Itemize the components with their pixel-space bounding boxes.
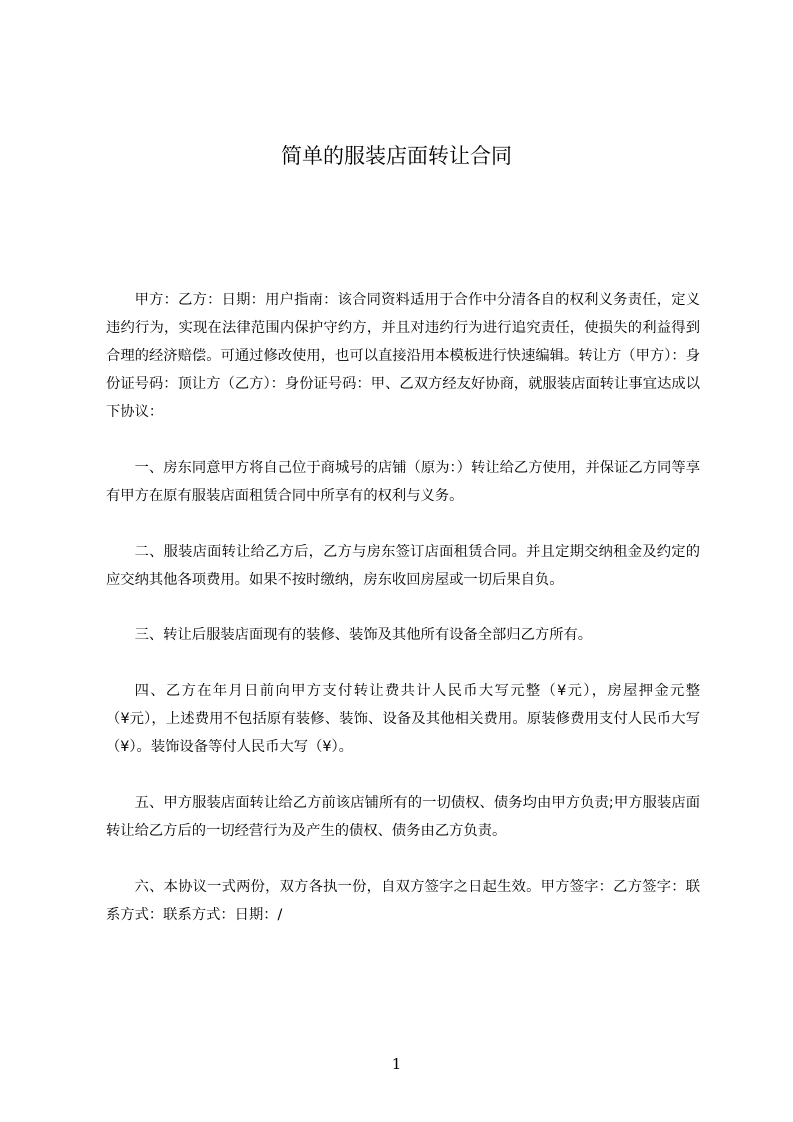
clause-5-paragraph: 五、甲方服装店面转让给乙方前该店铺所有的一切债权、债务均由甲方负责;甲方服装店面转让给乙方后的一切经营行为及产生的债权、债务由乙方负责。 — [106, 795, 700, 839]
paragraph-spacer — [106, 845, 700, 873]
paragraph-spacer — [106, 510, 700, 538]
paragraph-spacer — [106, 426, 700, 454]
paragraph-spacer — [106, 649, 700, 677]
document-body — [106, 286, 700, 929]
clause-1-paragraph: 一、房东同意甲方将自己位于商城号的店铺（原为：）转让给乙方使用，并保证乙方同等享有甲方在原有服装店面租赁合同中所享有的权利与义务。 — [106, 460, 700, 504]
page-number: 1 — [391, 1055, 402, 1073]
clause-3-paragraph: 三、转让后服装店面现有的装修、装饰及其他所有设备全部归乙方所有。 — [134, 627, 593, 643]
intro-paragraph: 甲方：乙方：日期：用户指南：该合同资料适用于合作中分清各自的权利义务责任，定义违约行为，实现在法律范围内保护守约方，并且对违约行为进行追究责任，使损失的利益得到合理的经济赔偿。可通过修改使用，也可以直接沿用本模板进行快速编辑。转让方（甲方）：身份证号码：顶让方（乙方）：身份证号码：甲、乙双方经友好协商，就服装店面转让事宜达成以下协议： — [106, 292, 700, 420]
clause-6-paragraph: 六、本协议一式两份，双方各执一份，自双方签字之日起生效。甲方签字：乙方签字：联系方式：联系方式：日期：/ — [106, 879, 700, 923]
document-title: 简单的服装店面转让合同 — [281, 144, 512, 168]
paragraph-spacer — [106, 761, 700, 789]
paragraph-spacer — [106, 594, 700, 621]
clause-2-paragraph: 二、服装店面转让给乙方后，乙方与房东签订店面租赁合同。并且定期交纳租金及约定的应交纳其他各项费用。如果不按时缴纳，房东收回房屋或一切后果自负。 — [106, 544, 700, 588]
clause-4-paragraph: 四、乙方在年月日前向甲方支付转让费共计人民币大写元整（¥元），房屋押金元整（¥元），上述费用不包括原有装修、装饰、设备及其他相关费用。原装修费用支付人民币大写（¥）。装饰设备等付人民币大写（¥）。 — [106, 683, 700, 755]
